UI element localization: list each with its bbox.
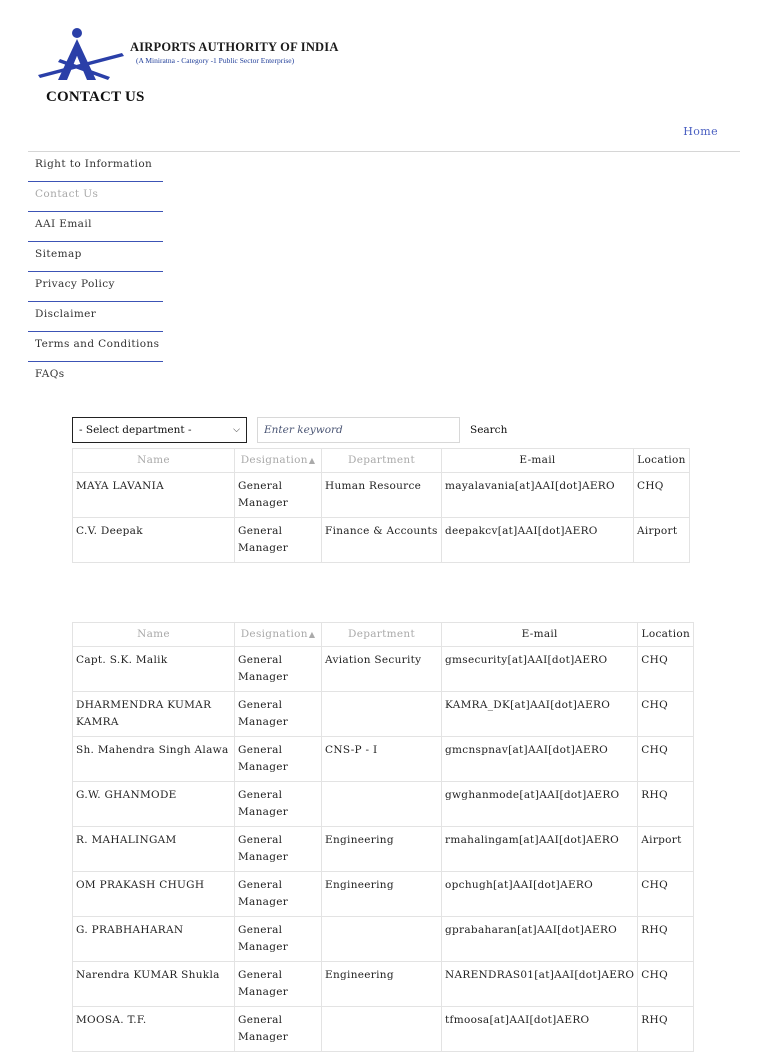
cell-designation: General Manager	[235, 962, 322, 1007]
sidebar-item-terms-and-conditions[interactable]: Terms and Conditions	[28, 332, 163, 362]
cell-location: CHQ	[638, 737, 694, 782]
table-row	[73, 782, 694, 827]
cell-department: Finance & Accounts	[322, 518, 442, 563]
cell-name: OM PRAKASH CHUGH	[73, 872, 235, 917]
table-row	[73, 962, 694, 1007]
sidebar-nav	[28, 152, 163, 392]
column-header-designation[interactable]	[235, 449, 322, 473]
keyword-input[interactable]	[257, 417, 460, 443]
cell-email: tfmoosa[at]AAI[dot]AERO	[442, 1007, 638, 1052]
cell-name: G. PRABHAHARAN	[73, 917, 235, 962]
sidebar-item-privacy-policy[interactable]: Privacy Policy	[28, 272, 163, 302]
cell-email: mayalavania[at]AAI[dot]AERO	[442, 473, 634, 518]
cell-name: Sh. Mahendra Singh Alawa	[73, 737, 235, 782]
cell-department: Engineering	[322, 827, 442, 872]
cell-department	[322, 1007, 442, 1052]
cell-department: Aviation Security	[322, 647, 442, 692]
contacts-table-2	[72, 622, 694, 1052]
cell-designation: General Manager	[235, 917, 322, 962]
sort-asc-icon: ▲	[308, 456, 316, 465]
sort-asc-icon: ▲	[308, 630, 316, 639]
cell-location: RHQ	[638, 1007, 694, 1052]
cell-name: MOOSA. T.F.	[73, 1007, 235, 1052]
cell-email: gmcnspnav[at]AAI[dot]AERO	[442, 737, 638, 782]
table-row	[73, 827, 694, 872]
aai-logo	[38, 26, 128, 82]
sidebar-item-contact-us[interactable]: Contact Us	[28, 182, 163, 212]
cell-email: rmahalingam[at]AAI[dot]AERO	[442, 827, 638, 872]
column-header-designation[interactable]	[235, 623, 322, 647]
column-header-location: Location	[634, 449, 690, 473]
cell-name: Capt. S.K. Malik	[73, 647, 235, 692]
cell-designation: General Manager	[235, 473, 322, 518]
cell-location: RHQ	[638, 917, 694, 962]
cell-location: CHQ	[634, 473, 690, 518]
cell-name: Narendra KUMAR Shukla	[73, 962, 235, 1007]
sidebar-item-disclaimer[interactable]: Disclaimer	[28, 302, 163, 332]
cell-email: gprabaharan[at]AAI[dot]AERO	[442, 917, 638, 962]
department-select-value: - Select department -	[79, 424, 192, 436]
cell-location: Airport	[634, 518, 690, 563]
cell-name: MAYA LAVANIA	[73, 473, 235, 518]
column-header-email: E-mail	[442, 449, 634, 473]
home-link[interactable]: Home	[683, 125, 718, 138]
cell-name: G.W. GHANMODE	[73, 782, 235, 827]
cell-name: R. MAHALINGAM	[73, 827, 235, 872]
table-row	[73, 737, 694, 782]
cell-designation: General Manager	[235, 647, 322, 692]
sidebar-item-right-to-information[interactable]: Right to Information	[28, 152, 163, 182]
table-row	[73, 917, 694, 962]
cell-location: CHQ	[638, 962, 694, 1007]
cell-department: Human Resource	[322, 473, 442, 518]
cell-designation: General Manager	[235, 1007, 322, 1052]
page-title: CONTACT US	[46, 89, 145, 105]
column-header-department[interactable]: Department	[322, 449, 442, 473]
cell-location: CHQ	[638, 647, 694, 692]
cell-name: C.V. Deepak	[73, 518, 235, 563]
cell-email: deepakcv[at]AAI[dot]AERO	[442, 518, 634, 563]
search-button[interactable]: Search	[470, 417, 520, 443]
org-subtitle: (A Miniratna - Category -1 Public Sector Enterprise)	[136, 56, 295, 65]
table-row	[73, 872, 694, 917]
cell-email: KAMRA_DK[at]AAI[dot]AERO	[442, 692, 638, 737]
cell-email: gwghanmode[at]AAI[dot]AERO	[442, 782, 638, 827]
cell-email: NARENDRAS01[at]AAI[dot]AERO	[442, 962, 638, 1007]
cell-department	[322, 917, 442, 962]
cell-designation: General Manager	[235, 782, 322, 827]
cell-location: Airport	[638, 827, 694, 872]
cell-designation: General Manager	[235, 692, 322, 737]
cell-department: CNS-P - I	[322, 737, 442, 782]
cell-department	[322, 782, 442, 827]
table-row	[73, 473, 690, 518]
org-name: AIRPORTS AUTHORITY OF INDIA	[130, 40, 339, 54]
table-row	[73, 518, 690, 563]
cell-email: gmsecurity[at]AAI[dot]AERO	[442, 647, 638, 692]
table-row	[73, 1007, 694, 1052]
department-select[interactable]	[72, 417, 247, 443]
column-header-designation-label: Designation	[240, 454, 308, 466]
cell-location: CHQ	[638, 692, 694, 737]
table-row	[73, 692, 694, 737]
cell-location: CHQ	[638, 872, 694, 917]
cell-email: opchugh[at]AAI[dot]AERO	[442, 872, 638, 917]
contacts-table-1	[72, 448, 690, 563]
column-header-department[interactable]: Department	[322, 623, 442, 647]
cell-location: RHQ	[638, 782, 694, 827]
chevron-down-icon: ⌵	[233, 425, 240, 435]
column-header-email: E-mail	[442, 623, 638, 647]
sidebar-item-faqs[interactable]: FAQs	[35, 368, 65, 380]
cell-department: Engineering	[322, 962, 442, 1007]
cell-name: DHARMENDRA KUMAR KAMRA	[73, 692, 235, 737]
cell-designation: General Manager	[235, 737, 322, 782]
cell-department: Engineering	[322, 872, 442, 917]
table-row	[73, 647, 694, 692]
column-header-name[interactable]: Name	[73, 623, 235, 647]
column-header-location: Location	[638, 623, 694, 647]
cell-designation: General Manager	[235, 518, 322, 563]
sidebar-item-aai-email[interactable]: AAI Email	[28, 212, 163, 242]
sidebar-item-sitemap[interactable]: Sitemap	[28, 242, 163, 272]
cell-designation: General Manager	[235, 872, 322, 917]
column-header-designation-label: Designation	[240, 628, 308, 640]
column-header-name[interactable]: Name	[73, 449, 235, 473]
cell-designation: General Manager	[235, 827, 322, 872]
cell-department	[322, 692, 442, 737]
